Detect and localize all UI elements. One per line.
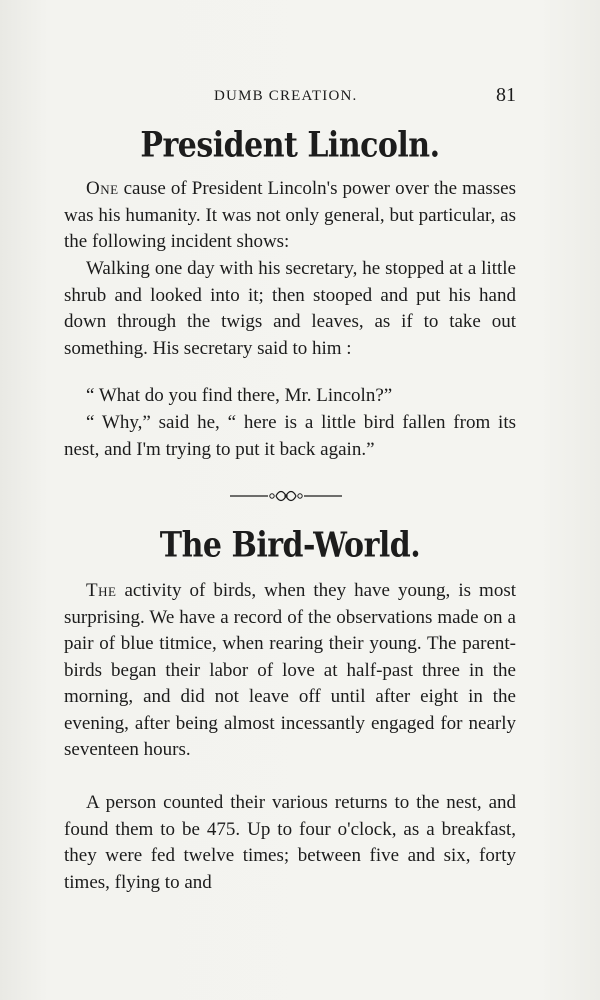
paragraph-text: cause of President Lincoln's power over the masses was his humanity. It was not only general, but particular, as the following incident shows:: [64, 178, 516, 252]
lead-word: One: [86, 178, 119, 199]
paragraph-text: activity of birds, when they have young, is most surprising. We have a record of the observations made on a pair of blue titmice, when rearing their young. The parent-birds began their labor of love at half-past three in the morning, and did not leave off until after eight in the evening, after being almost incessantly engaged for nearly seventeen hours.: [64, 580, 516, 760]
running-head: DUMB CREATION.: [214, 88, 358, 104]
section-title-bird-world: The Bird-World.: [159, 525, 421, 566]
paragraph-lincoln-3: “ What do you find there, Mr. Lincoln?”: [86, 385, 393, 406]
lead-word: The: [86, 580, 117, 601]
page-number: 81: [496, 84, 516, 106]
paragraph-lincoln-1: [64, 176, 516, 256]
page-header: [64, 84, 516, 112]
paragraph-lincoln-4: “ Why,” said he, “ here is a little bird fallen from its nest, and I'm trying to put it back again.”: [64, 412, 516, 460]
scroll-divider-icon: [230, 486, 342, 506]
paragraph-birds-1: [64, 578, 516, 764]
section-title-president-lincoln: President Lincoln.: [140, 125, 440, 166]
paragraph-birds-2: A person counted their various returns to the nest, and found them to be 475. Up to four o'clock, as a breakfast, they were fed twelve times; between five and six, forty times, flying to and: [64, 792, 516, 893]
paragraph-lincoln-2: Walking one day with his secretary, he stopped at a little shrub and looked into it; then stooped and put his hand down through the twigs and leaves, as if to take out something. His secretary said to him :: [64, 258, 516, 359]
